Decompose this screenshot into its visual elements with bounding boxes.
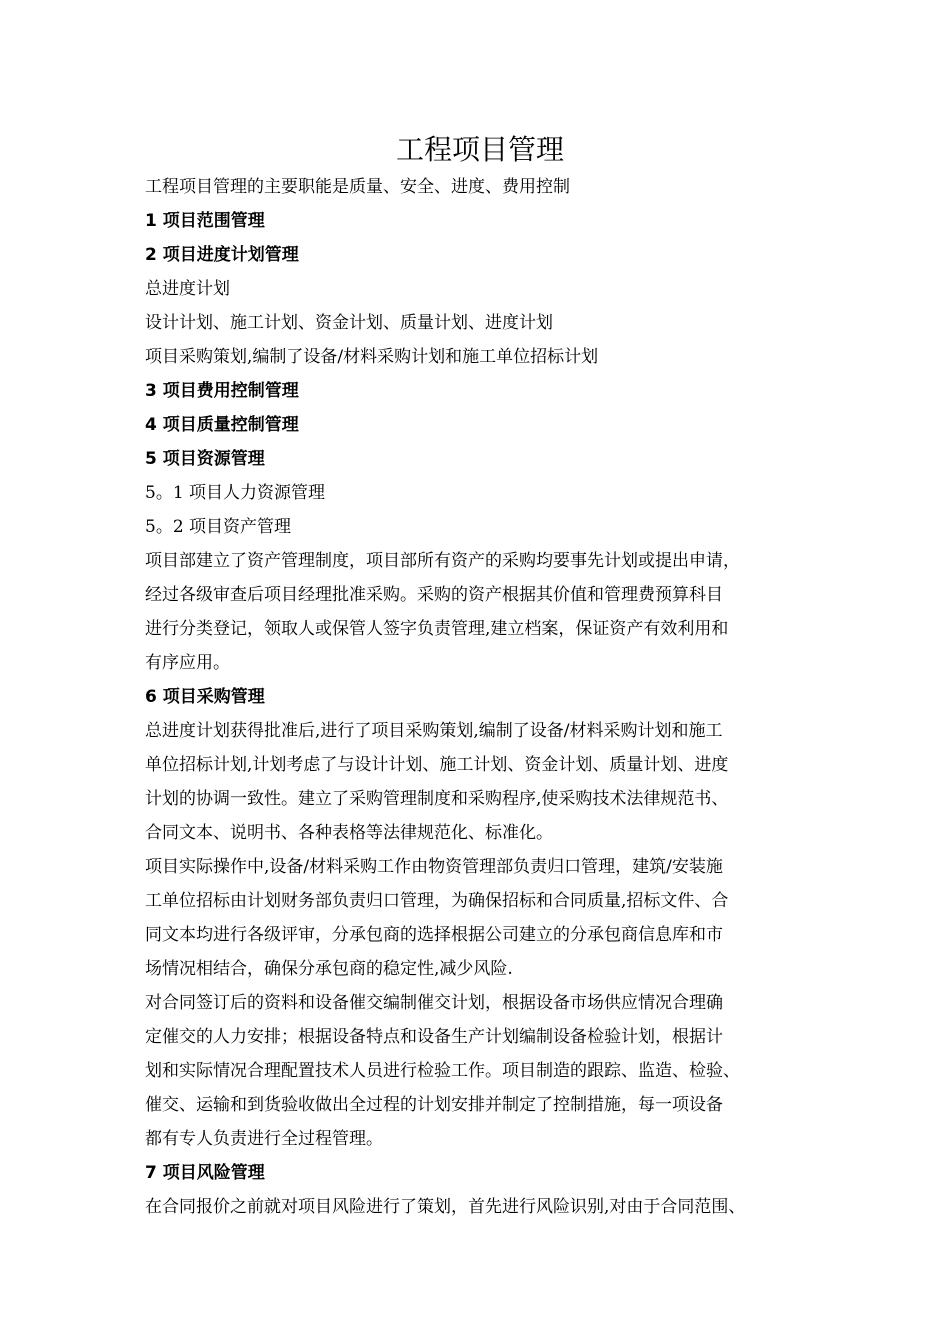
section-heading-4: 4 项目质量控制管理 (145, 415, 299, 435)
section-heading-2: 2 项目进度计划管理 (145, 245, 299, 265)
section-heading-6: 6 项目采购管理 (145, 687, 265, 707)
schedule-item-plans: 设计计划、施工计划、资金计划、质量计划、进度计划 (145, 313, 553, 333)
document-title: 工程项目管理 (395, 133, 564, 166)
paragraph-line: 工单位招标由计划财务部负责归口管理，为确保招标和合同质量,招标文件、合 (145, 891, 729, 911)
section-heading-7: 7 项目风险管理 (145, 1163, 265, 1183)
paragraph-line: 项目部建立了资产管理制度，项目部所有资产的采购均要事先计划或提出申请， (145, 551, 740, 571)
procurement-paragraph-2 (145, 850, 825, 986)
section-heading-3: 3 项目费用控制管理 (145, 381, 299, 401)
paragraph-line: 计划的协调一致性。建立了采购管理制度和采购程序,使采购技术法律规范书、 (145, 789, 729, 809)
intro-text: 工程项目管理的主要职能是质量、安全、进度、费用控制 (145, 177, 570, 197)
schedule-item-procurement: 项目采购策划,编制了设备/材料采购计划和施工单位招标计划 (145, 347, 599, 367)
paragraph-line: 都有专人负责进行全过程管理。 (145, 1129, 383, 1149)
risk-management-paragraph (145, 1190, 825, 1224)
section-heading-5: 5 项目资源管理 (145, 449, 265, 469)
paragraph-line: 项目实际操作中,设备/材料采购工作由物资管理部负责归口管理，建筑/安装施 (145, 857, 723, 877)
paragraph-line: 单位招标计划,计划考虑了与设计计划、施工计划、资金计划、质量计划、进度 (145, 755, 729, 775)
paragraph-line: 催交、运输和到货验收做出全过程的计划安排并制定了控制措施，每一项设备 (145, 1095, 723, 1115)
procurement-paragraph-1 (145, 714, 825, 850)
subsection-5-1: 5。1 项目人力资源管理 (145, 483, 326, 503)
paragraph-line: 有序应用。 (145, 653, 230, 673)
paragraph-line: 定催交的人力安排；根据设备特点和设备生产计划编制设备检验计划，根据计 (145, 1027, 723, 1047)
paragraph-line: 在合同报价之前就对项目风险进行了策划，首先进行风险识别,对由于合同范围、 (145, 1197, 746, 1217)
subsection-5-2: 5。2 项目资产管理 (145, 517, 292, 537)
paragraph-line: 场情况相结合，确保分承包商的稳定性,减少风险. (145, 959, 513, 979)
document-page (145, 130, 825, 1224)
schedule-item-overall: 总进度计划 (145, 279, 230, 299)
paragraph-line: 对合同签订后的资料和设备催交编制催交计划，根据设备市场供应情况合理确 (145, 993, 723, 1013)
paragraph-line: 划和实际情况合理配置技术人员进行检验工作。项目制造的跟踪、监造、检验、 (145, 1061, 740, 1081)
asset-management-paragraph (145, 544, 825, 680)
paragraph-line: 进行分类登记，领取人或保管人签字负责管理,建立档案，保证资产有效利用和 (145, 619, 729, 639)
paragraph-line: 同文本均进行各级评审，分承包商的选择根据公司建立的分承包商信息库和市 (145, 925, 723, 945)
paragraph-line: 总进度计划获得批准后,进行了项目采购策划,编制了设备/材料采购计划和施工 (145, 721, 723, 741)
paragraph-line: 合同文本、说明书、各种表格等法律规范化、标准化。 (145, 823, 553, 843)
section-heading-1: 1 项目范围管理 (145, 211, 265, 231)
paragraph-line: 经过各级审查后项目经理批准采购。采购的资产根据其价值和管理费预算科目 (145, 585, 723, 605)
procurement-paragraph-3 (145, 986, 825, 1156)
